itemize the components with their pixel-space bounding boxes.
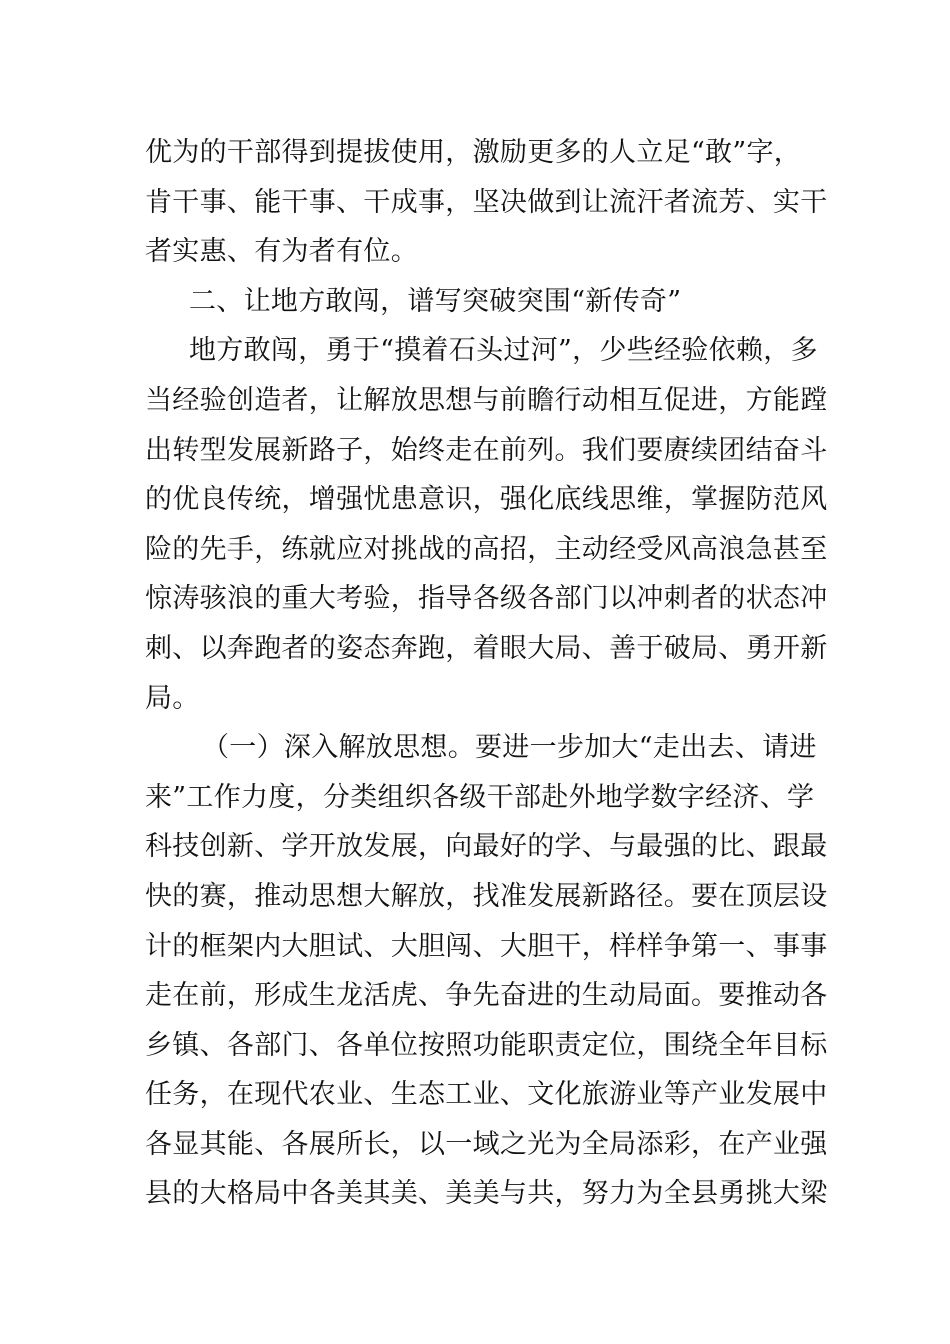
- text-line: 刺、以奔跑者的姿态奔跑，着眼大局、善于破局、勇开新: [145, 632, 828, 664]
- text-line: 任务，在现代农业、生态工业、文化旅游业等产业发展中: [145, 1079, 828, 1111]
- text-line: 肯干事、能干事、干成事，坚决做到让流汗者流芳、实干: [145, 186, 828, 218]
- text-line: 乡镇、各部门、各单位按照功能职责定位，围绕全年目标: [145, 1029, 828, 1061]
- section-heading: 二、让地方敢闯，谱写突破突围“新传奇”: [189, 285, 682, 317]
- document-page: [145, 128, 828, 1219]
- text-line: 各显其能、各展所长，以一域之光为全局添彩，在产业强: [145, 1128, 828, 1160]
- text-line: 来”工作力度，分类组织各级干部赴外地学数字经济、学: [145, 781, 815, 813]
- text-line: 惊涛骇浪的重大考验，指导各级各部门以冲刺者的状态冲: [145, 583, 828, 615]
- text-line: 局。: [145, 682, 200, 714]
- text-line: 出转型发展新路子，始终走在前列。我们要赓续团结奋斗: [145, 434, 828, 466]
- text-line: 当经验创造者，让解放思想与前瞻行动相互促进，方能蹚: [145, 384, 828, 416]
- subsection-heading: （一）深入解放思想。要进一步加大“走出去、请进: [202, 732, 817, 764]
- text-line: 走在前，形成生龙活虎、争先奋进的生动局面。要推动各: [145, 980, 828, 1012]
- text-line: 计的框架内大胆试、大胆闯、大胆干，样样争第一、事事: [145, 930, 828, 962]
- text-line: 优为的干部得到提拔使用，激励更多的人立足“敢”字，: [145, 137, 802, 168]
- text-line: 县的大格局中各美其美、美美与共，努力为全县勇挑大梁: [145, 1178, 828, 1210]
- text-line: 者实惠、有为者有位。: [145, 236, 418, 268]
- text-line: 科技创新、学开放发展，向最好的学、与最强的比、跟最: [145, 831, 828, 863]
- text-line: 地方敢闯，勇于“摸着石头过河”，少些经验依赖，多: [189, 335, 818, 367]
- text-line: 的优良传统，增强忧患意识，强化底线思维，掌握防范风: [145, 484, 828, 516]
- text-line: 快的赛，推动思想大解放，找准发展新路径。要在顶层设: [145, 880, 828, 912]
- text-line: 险的先手，练就应对挑战的高招，主动经受风高浪急甚至: [145, 533, 828, 565]
